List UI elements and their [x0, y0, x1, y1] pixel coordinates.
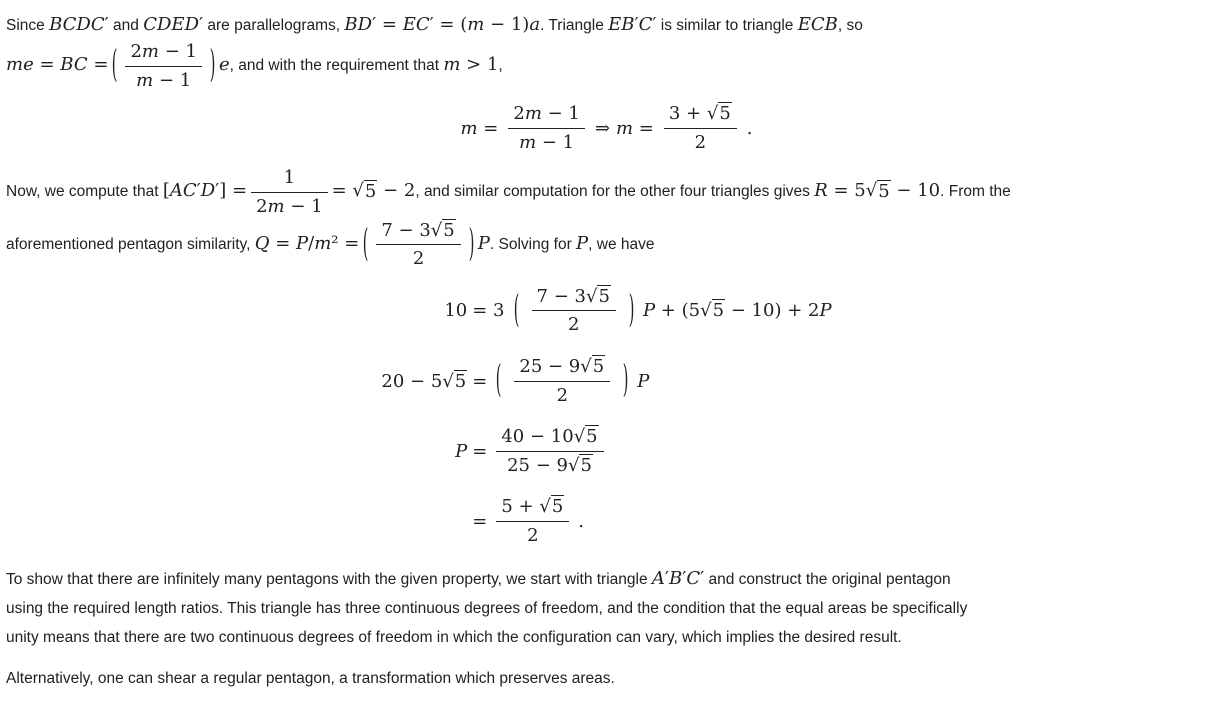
- fraction: [514, 355, 610, 407]
- math-run: BCDC′: [49, 14, 109, 35]
- math-run: R = 5√5 − 10: [814, 180, 941, 202]
- fraction: [532, 285, 616, 337]
- left-paren: (: [112, 42, 118, 88]
- text-run: , we have: [588, 235, 655, 253]
- math-run: Q = P/m² =: [254, 232, 360, 254]
- text-run: are parallelograms,: [203, 17, 345, 34]
- math-run: CDED′: [143, 14, 204, 35]
- fraction-denominator: m − 1: [136, 69, 192, 91]
- equation-rhs: [472, 285, 831, 337]
- math-run: = √5 − 2: [331, 180, 416, 202]
- fraction-denominator: m − 1: [519, 131, 575, 153]
- fraction: [251, 166, 328, 218]
- fraction: [508, 102, 585, 154]
- fraction: [496, 495, 569, 547]
- fraction: [496, 425, 603, 477]
- math-run: =: [472, 510, 488, 532]
- math-run: BD′ = EC′ = (m − 1)a: [344, 14, 541, 35]
- math-run: ECB: [797, 14, 838, 35]
- math-run: m > 1: [443, 54, 499, 76]
- paragraph-4: [6, 664, 1207, 693]
- fraction: [125, 40, 202, 92]
- left-paren: (: [513, 287, 519, 332]
- text-run: Alternatively, one can shear a regular pentagon, a transformation which preserves areas.: [6, 669, 615, 687]
- math-run: P + (5√5 − 10) + 2P: [642, 300, 832, 322]
- right-paren: ): [628, 287, 635, 332]
- text-run: , and similar computation for the other four triangles gives: [415, 183, 815, 201]
- text-run: . From the: [940, 183, 1011, 201]
- right-paren: ): [622, 357, 629, 403]
- fraction-numerator: 25 − 9√5: [514, 355, 610, 382]
- math-run: e: [219, 54, 230, 76]
- fraction-numerator: 2m − 1: [125, 40, 202, 67]
- fraction-numerator: 7 − 3√5: [376, 219, 460, 246]
- text-run: unity means that there are two continuous degrees of freedom in which the configuration can vary, which implies the desired result.: [6, 628, 902, 646]
- math-run: = 3: [472, 300, 505, 322]
- left-paren: (: [363, 221, 369, 266]
- fraction: [376, 219, 460, 271]
- math-run: m =: [460, 117, 499, 139]
- math-run: m =: [615, 117, 654, 139]
- math-run: =: [472, 370, 488, 392]
- fraction-numerator: 3 + √5: [664, 102, 737, 129]
- text-run: is similar to triangle: [656, 17, 798, 34]
- fraction-denominator: 2m − 1: [256, 195, 323, 217]
- math-run: EB′C′: [608, 14, 657, 35]
- implies-arrow: ⇒: [594, 117, 610, 139]
- math-run: [AC′D′] =: [162, 180, 248, 202]
- fraction-denominator: 2: [527, 524, 539, 546]
- math-run: =: [472, 440, 488, 462]
- text-run: Now, we compute that: [6, 183, 163, 201]
- right-paren: ): [209, 42, 216, 88]
- left-paren: (: [496, 357, 502, 403]
- fraction-denominator: 25 − 9√5: [507, 454, 592, 476]
- text-run: ,: [498, 57, 503, 75]
- fraction-denominator: 2: [568, 314, 580, 336]
- fraction: [664, 102, 737, 154]
- fraction-numerator: 7 − 3√5: [532, 285, 616, 312]
- fraction-denominator: 2: [694, 131, 707, 153]
- text-run: using the required length ratios. This triangle has three continuous degrees of freedom, and the condition that the equal areas be specifically: [6, 599, 968, 617]
- equation-rhs: [472, 355, 831, 407]
- math-run: A′B′C′: [651, 567, 705, 589]
- math-run: P: [576, 232, 589, 254]
- text-run: To show that there are infinitely many pentagons with the given property, we start with triangle: [6, 570, 652, 588]
- right-paren: ): [468, 221, 475, 266]
- text-run: . Triangle: [540, 17, 609, 34]
- math-run: P: [477, 232, 490, 254]
- paragraph-2: [6, 166, 1207, 270]
- equation-rhs: [472, 425, 831, 477]
- math-solution-document: [6, 10, 1207, 693]
- text-run: , and with the requirement that: [229, 57, 444, 75]
- equation-lhs: P: [455, 440, 468, 462]
- text-run: aforementioned pentagon similarity,: [6, 235, 255, 253]
- text-run: and: [108, 17, 144, 34]
- fraction-numerator: 40 − 10√5: [496, 425, 603, 452]
- aligned-equations: [381, 285, 831, 548]
- period: .: [578, 510, 584, 532]
- text-run: . Solving for: [489, 235, 577, 253]
- fraction-numerator: 1: [251, 166, 328, 193]
- equation-lhs: 10: [444, 300, 468, 322]
- fraction-numerator: 5 + √5: [496, 495, 569, 522]
- text-run: , so: [837, 17, 863, 34]
- period: .: [746, 117, 753, 139]
- equation-lhs: 20 − 5√5: [381, 370, 467, 392]
- paragraph-3: [6, 564, 1207, 652]
- paragraph-1: [6, 10, 1207, 92]
- math-run: P: [637, 370, 650, 392]
- equation-rhs: [472, 495, 831, 547]
- text-run: Since: [6, 17, 50, 34]
- fraction-denominator: 2: [412, 248, 425, 270]
- display-equation-1: [6, 102, 1207, 154]
- text-run: and construct the original pentagon: [704, 570, 951, 588]
- fraction-denominator: 2: [556, 384, 569, 406]
- math-run: me = BC =: [6, 54, 109, 76]
- fraction-numerator: 2m − 1: [508, 102, 585, 129]
